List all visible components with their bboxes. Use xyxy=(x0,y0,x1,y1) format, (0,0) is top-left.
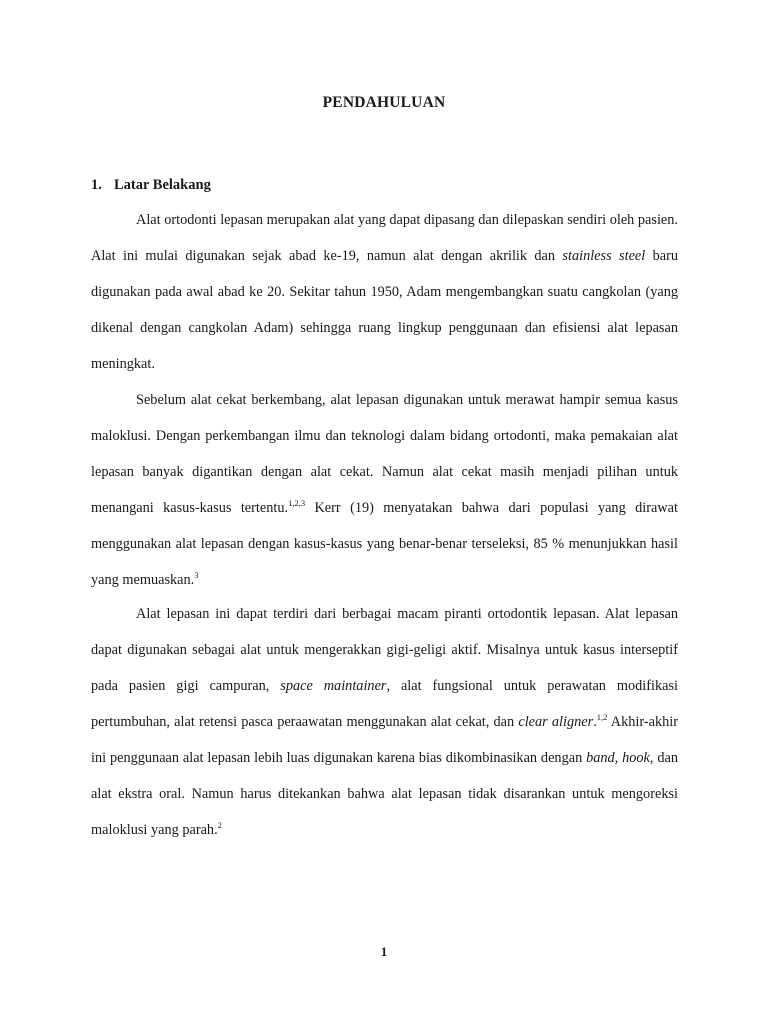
section-number: 1. xyxy=(91,177,102,193)
paragraph-text: Akhir-akhir ini penggunaan alat lepasan lebih luas digunakan karena bias dikombinasikan dengan xyxy=(91,714,678,766)
section-title: Latar Belakang xyxy=(114,177,211,193)
paragraph-text: baru digunakan pada awal abad ke 20. Sekitar tahun 1950, Adam mengembangkan suatu cangkolan (yang dikenal dengan cangkolan Adam) sehingga ruang lingkup penggunaan dan efisiensi alat lepasan meningkat. xyxy=(91,248,678,372)
paragraph-text: , dan alat ekstra oral. Namun harus ditekankan bahwa alat lepasan tidak disarankan untuk mengoreksi maloklusi yang parah. xyxy=(91,750,678,838)
paragraph-1 xyxy=(91,202,678,382)
citation-superscript: 1,2 xyxy=(596,712,608,722)
italic-term: clear aligner xyxy=(518,714,594,730)
citation-superscript: 1,2,3 xyxy=(288,498,306,508)
citation-superscript: 3 xyxy=(194,570,199,580)
paragraph-text: , alat fungsional untuk perawatan modifikasi pertumbuhan, alat retensi pasca peraawatan menggunakan alat cekat, dan xyxy=(91,678,678,730)
page-number: 1 xyxy=(380,944,388,959)
citation-superscript: 2 xyxy=(217,820,222,830)
page-title: PENDAHULUAN xyxy=(322,94,446,111)
italic-term: stainless steel xyxy=(562,248,646,264)
paragraph-text: . xyxy=(593,714,597,730)
italic-term: band, hook xyxy=(586,750,650,766)
paragraph-text: Alat lepasan ini dapat terdiri dari berbagai macam piranti ortodontik lepasan. Alat lepasan dapat digunakan sebagai alat untuk mengerakkan gigi-geligi aktif. Misalnya untuk kasus interseptif pada pasien gigi campuran, xyxy=(91,606,678,694)
italic-term: space maintainer xyxy=(280,678,387,694)
paragraph-text: Alat ortodonti lepasan merupakan alat yang dapat dipasang dan dilepaskan sendiri oleh pasien. Alat ini mulai digunakan sejak abad ke-19, namun alat dengan akrilik dan xyxy=(91,212,678,264)
section-heading xyxy=(91,177,211,194)
paragraph-2 xyxy=(91,382,678,598)
paragraph-3 xyxy=(91,596,678,848)
paragraph-text: Kerr (19) menyatakan bahwa dari populasi yang dirawat menggunakan alat lepasan dengan kasus-kasus yang benar-benar terseleksi, 85 % menunjukkan hasil yang memuaskan. xyxy=(91,500,679,588)
paragraph-text: Sebelum alat cekat berkembang, alat lepasan digunakan untuk merawat hampir semua kasus maloklusi. Dengan perkembangan ilmu dan teknologi dalam bidang ortodonti, maka pemakaian alat lepasan banyak digantikan dengan alat cekat. Namun alat cekat masih menjadi pilihan untuk menangani kasus-kasus tertentu. xyxy=(91,392,678,516)
